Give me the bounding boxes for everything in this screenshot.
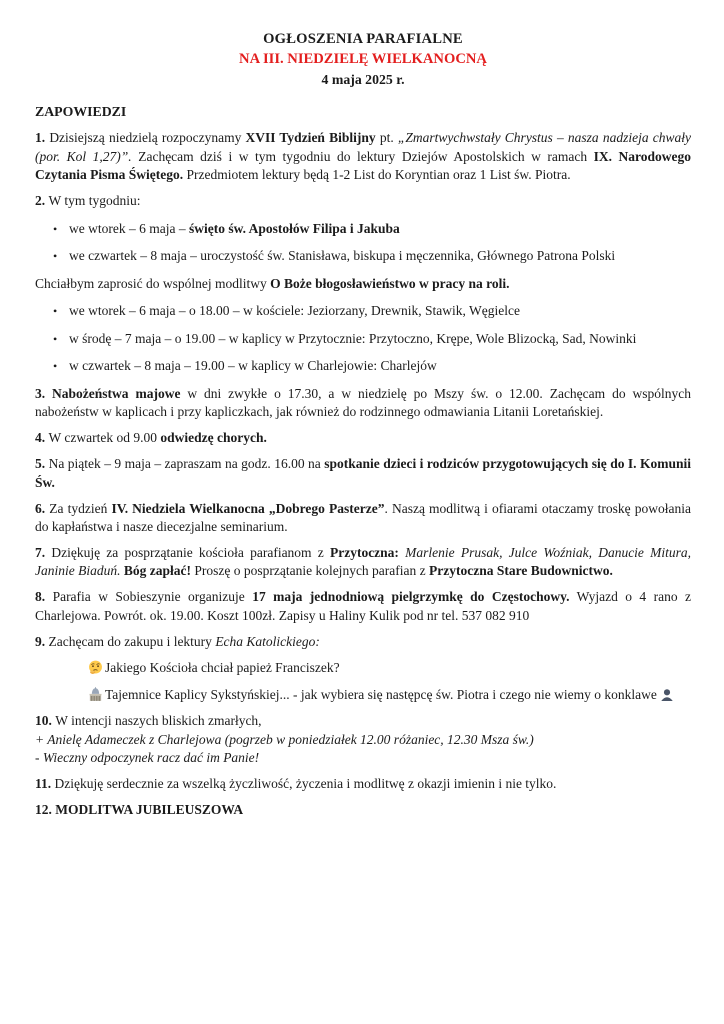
text-run: 12. MODLITWA JUBILEUSZOWA (35, 802, 244, 818)
thinking-face-emoji (88, 660, 103, 675)
text-run: 7. (35, 544, 52, 560)
text-run: Jakiego Kościoła chciał papież Franciszek? (105, 660, 340, 676)
bullet-tuesday-church (53, 302, 691, 320)
text-run: 4. (35, 430, 49, 446)
echo-item-pope (88, 659, 691, 677)
text-run: Przytoczna Stare Budownictwo. (429, 563, 613, 579)
text-run: IX. Narodowego Czytania Pisma Świętego. (35, 148, 692, 183)
announcement-7 (35, 544, 691, 581)
text-run: Echa Katolickiego: (215, 633, 320, 649)
text-run: 3. Nabożeństwa majowe (35, 385, 181, 401)
text-run: spotkanie dzieci i rodziców przygotowujących się do I. Komunii Św. (35, 456, 692, 490)
text-run: Parafia w Sobieszynie organizuje (52, 589, 253, 605)
text-run: Za tydzień (49, 500, 112, 516)
text-run: Wyjazd o 4 rano z Charlejowa. Powrót. ok. 19.00. Koszt 100zł. Zapisy u Haliny Kulik pod nr tel. 537 082 910 (35, 589, 692, 623)
text-run: Tajemnice Kaplicy Sykstyńskiej... - jak wybiera się następcę św. Piotra i czego nie wiemy o konklawe (105, 686, 661, 702)
text-run: odwiedzę chorych. (160, 430, 267, 446)
announcement-1 (35, 129, 691, 184)
section-heading: ZAPOWIEDZI (35, 103, 127, 119)
text-run: w czwartek – 8 maja – 19.00 – w kaplicy w Charlejowie: Charlejów (69, 358, 437, 374)
text-run: 6. (35, 500, 50, 516)
text-run: W tym tygodniu: (48, 193, 141, 209)
text-run: Przedmiotem lektury będą 1-2 List do Koryntian oraz 1 List św. Piotra. (183, 167, 571, 183)
text-run: 11. (35, 776, 55, 792)
bullet-marker: • (53, 249, 58, 264)
memorial-line-2 (35, 749, 691, 767)
text-run: we czwartek – 8 maja – uroczystość św. Stanisława, biskupa i męczennika, Głównego Patrona Polski (69, 248, 616, 264)
document-subtitle: NA III. NIEDZIELĘ WIELKANOCNĄ (239, 50, 487, 67)
text-run: 2. (35, 193, 49, 209)
bullet-text (69, 330, 691, 348)
text-run: Zachęcam dziś i w tym tygodniu do lektury Dziejów Apostolskich w ramach (131, 148, 594, 164)
announcement-9 (35, 633, 691, 651)
bullet-marker: • (53, 304, 58, 319)
text-run: 8. (35, 589, 53, 605)
memorial-line-1 (35, 731, 691, 749)
bust-silhouette-emoji (660, 688, 674, 702)
text-run: O Boże błogosławieństwo w pracy na roli. (270, 275, 510, 291)
text-run: Zachęcam do zakupu i lektury (48, 633, 216, 649)
text-run: 1. (35, 130, 50, 146)
prayer-invitation (35, 275, 691, 293)
text-run: Dziękuję serdecznie za wszelką życzliwość, życzenia i modlitwę z okazji imienin i nie tylko. (54, 776, 557, 792)
text-run: 17 maja jednodniową pielgrzymkę do Częstochowy. (252, 589, 570, 605)
bullet-thursday-chapel (53, 357, 691, 375)
text-run: W czwartek od 9.00 (48, 430, 161, 446)
text-run: 10. (35, 713, 56, 729)
announcement-6 (35, 500, 691, 537)
bullet-wednesday-chapel (53, 330, 691, 348)
document-date: 4 maja 2025 r. (321, 71, 405, 87)
bullet-text (69, 302, 691, 320)
announcement-10 (35, 712, 691, 730)
text-run: Bóg zapłać! (123, 563, 191, 579)
announcements-body (35, 129, 691, 820)
announcement-11 (35, 775, 691, 793)
text-run: . Naszą modlitwą i ofiarami otaczamy troskę powołania do kapłaństwa i nasze diecezjalne seminarium. (35, 500, 692, 534)
announcement-12 (35, 801, 691, 819)
text-run: w środę – 7 maja – o 19.00 – w kaplicy w Przytocznie: Przytoczno, Krępe, Wole Blizocką, Sad, Nowinki (69, 330, 637, 346)
text-run: we wtorek – 6 maja – (69, 220, 189, 236)
bullet-text (69, 357, 691, 375)
bullet-tuesday-feast (53, 220, 691, 238)
text-run: pt. (375, 130, 398, 146)
bullet-marker: • (53, 331, 58, 346)
echo-item-conclave (88, 686, 691, 704)
text-run: XVII Tydzień Biblijny (245, 130, 376, 146)
text-run: we wtorek – 6 maja – o 18.00 – w kościele: Jeziorzany, Drewnik, Stawik, Węgielce (69, 303, 520, 319)
text-run: Dzisiejszą niedzielą rozpoczynamy (49, 130, 246, 146)
basilica-emoji (88, 687, 103, 702)
text-run: + Anielę Adameczek z Charlejowa (pogrzeb w poniedziałek 12.00 różaniec, 12.30 Msza św.) (35, 731, 534, 747)
text-run: w dni zwykłe o 17.30, a w niedzielę po Mszy św. o 12.00. Zachęcam do wspólnych nabożeństw w kaplicach i przy kapliczkach, jak również do rodzinnego odmawiania Litanii Loretańskiej. (35, 385, 691, 420)
document-title: OGŁOSZENIA PARAFIALNE (263, 31, 463, 47)
text-run: Przytoczna: (329, 544, 399, 560)
text-run: Dziękuję za posprzątanie kościoła parafianom z (51, 544, 330, 560)
text-run: Na piątek – 9 maja – zapraszam na godz. 16.00 na (48, 456, 325, 472)
text-run: Marlenie Prusak, Julce Woźniak, Danucie Mitura, Janinie Biaduń. (35, 544, 692, 579)
announcement-2 (35, 192, 691, 210)
text-run: święto św. Apostołów Filipa i Jakuba (188, 220, 400, 236)
text-run: „Zmartwychwstały Chrystus – nasza nadzieja chwały (por. Kol 1,27)”. (35, 130, 692, 164)
document-header (35, 30, 691, 90)
announcement-8 (35, 588, 691, 625)
bullet-marker: • (53, 359, 58, 374)
bullet-text (69, 247, 691, 265)
announcement-4 (35, 429, 691, 447)
text-run: - Wieczny odpoczynek racz dać im Panie! (35, 750, 260, 766)
announcement-3 (35, 385, 691, 422)
text-run: W intencji naszych bliskich zmarłych, (55, 713, 262, 729)
text-run: Proszę o posprzątanie kolejnych parafian z (190, 563, 430, 579)
bullet-text (69, 220, 691, 238)
bullet-thursday-feast (53, 247, 691, 265)
bullet-marker: • (53, 221, 58, 236)
announcement-5 (35, 455, 691, 492)
text-run: IV. Niedziela Wielkanocna „Dobrego Pasterze” (111, 500, 385, 516)
text-run: 5. (35, 456, 49, 472)
text-run: Chciałbym zaprosić do wspólnej modlitwy (35, 275, 271, 291)
text-run: 9. (35, 633, 49, 649)
